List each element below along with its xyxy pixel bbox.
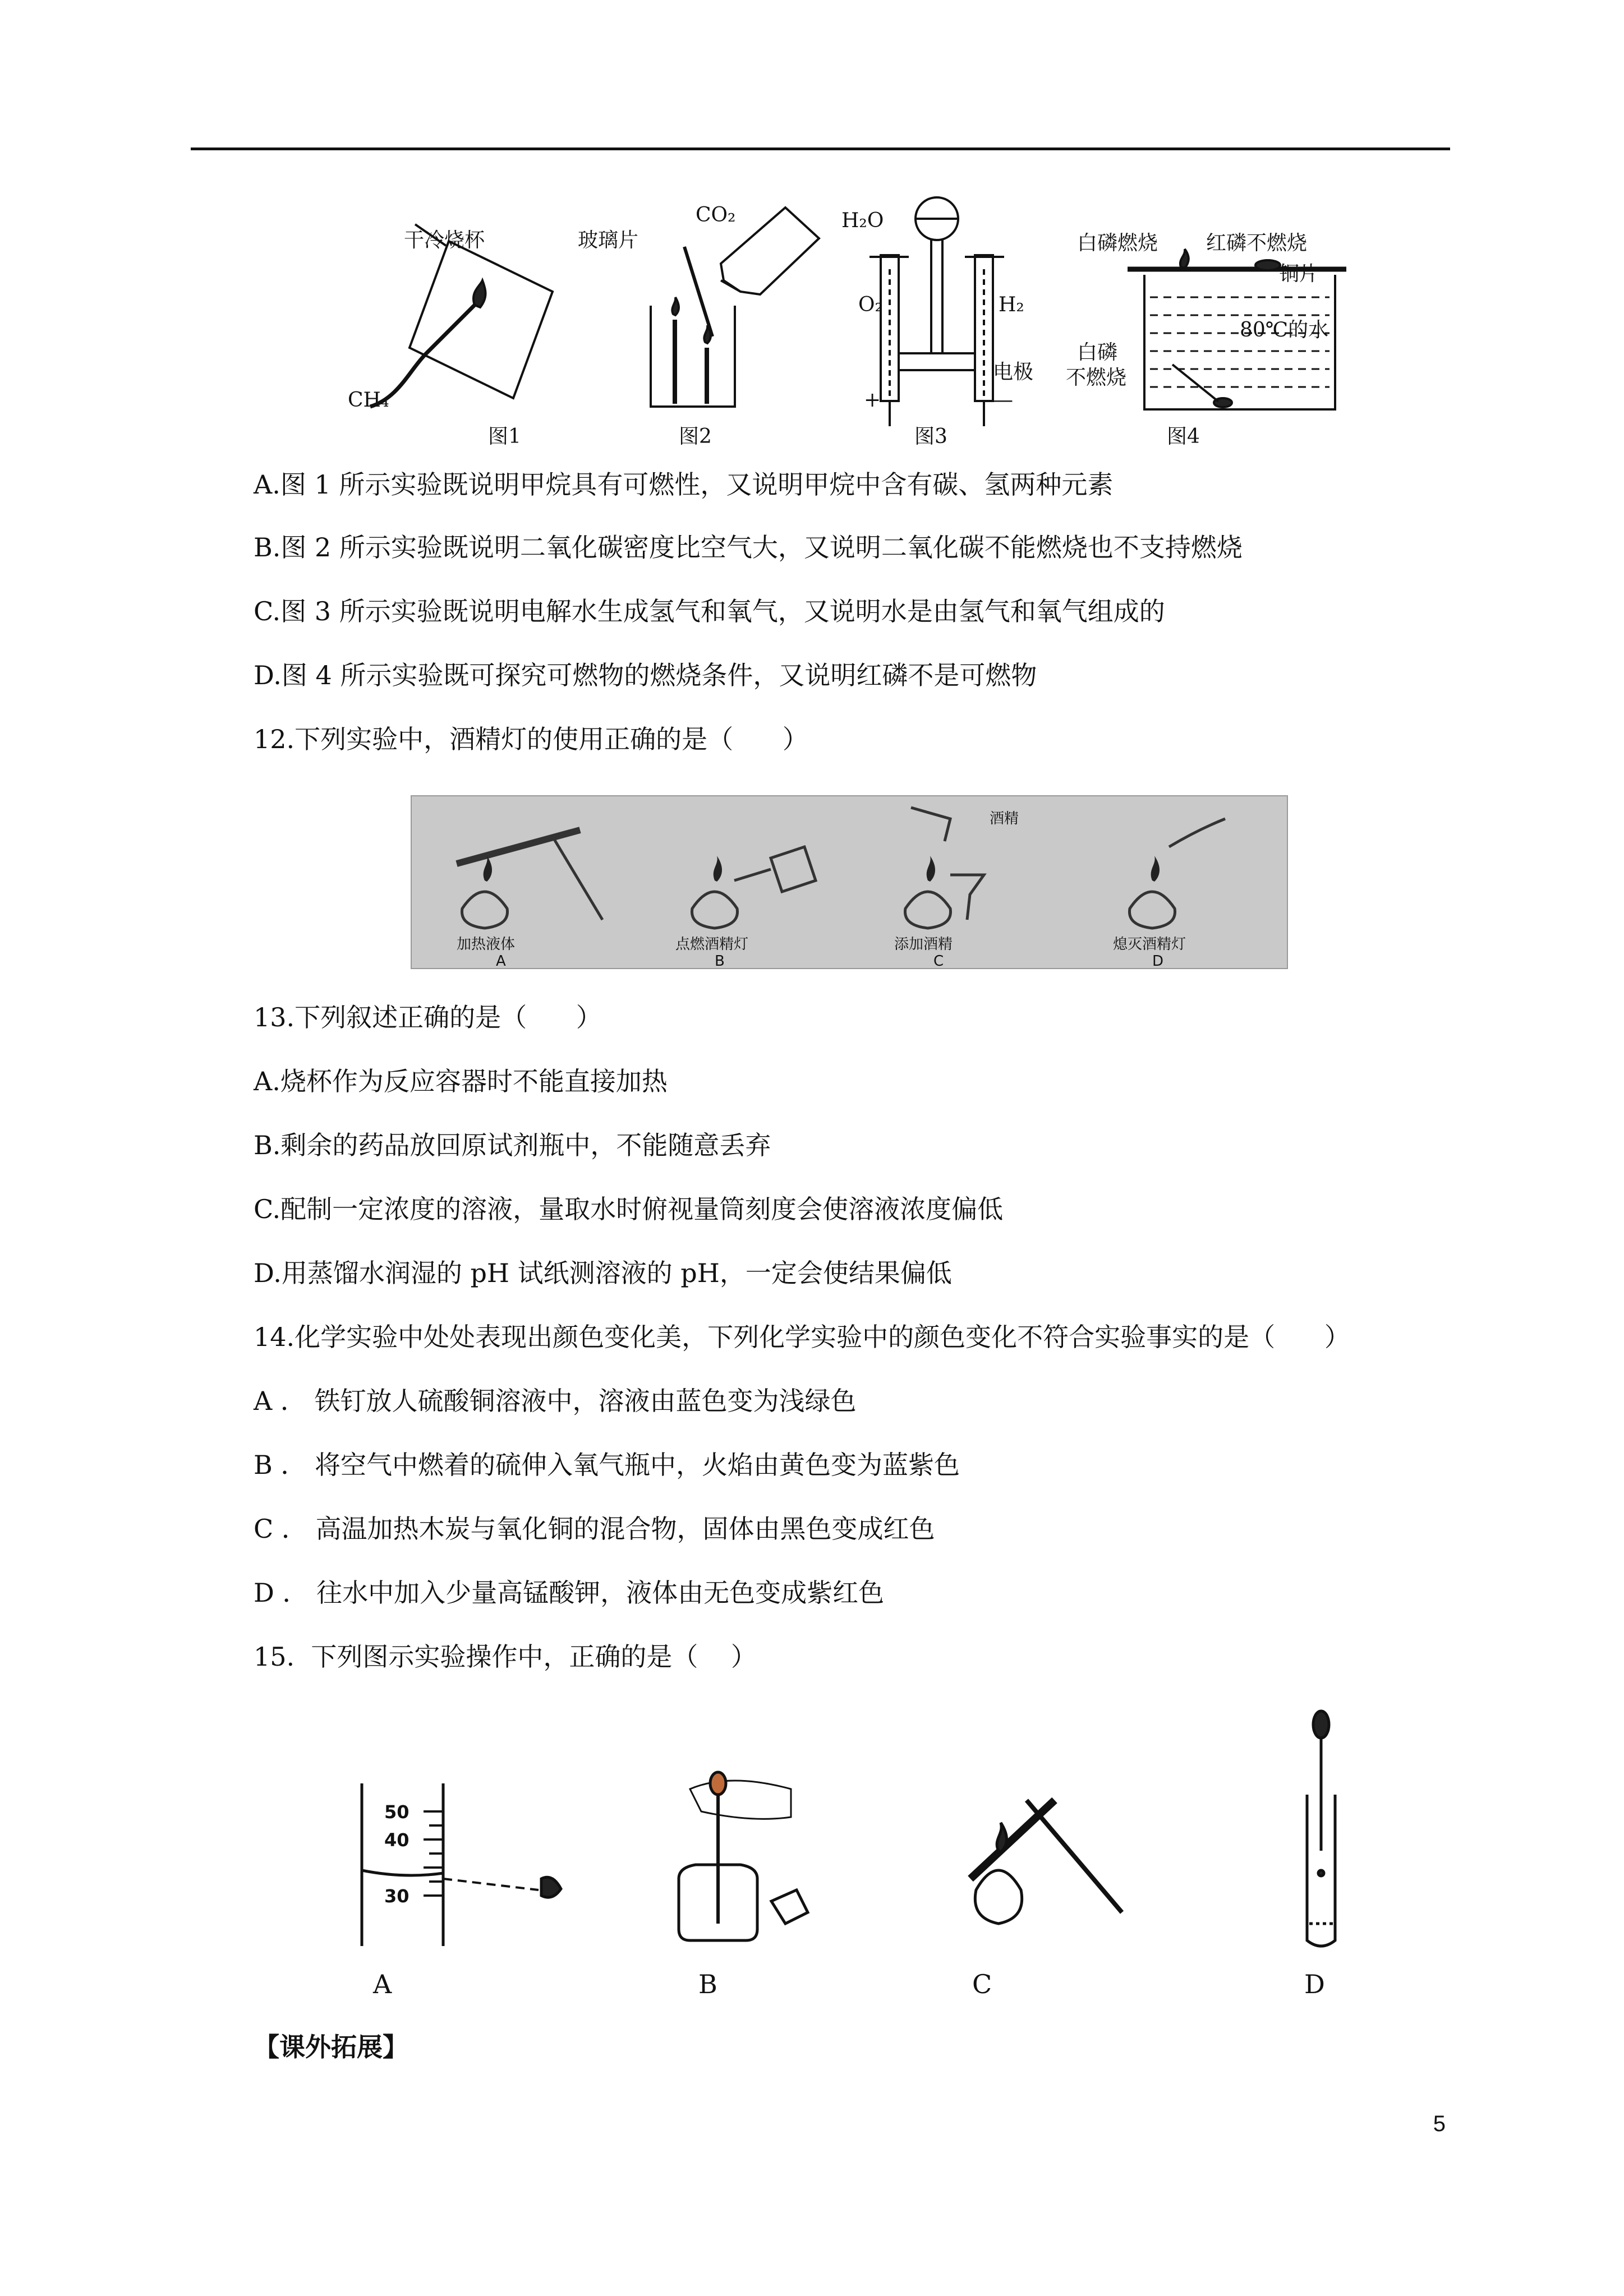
hot-water-beaker (1144, 275, 1335, 409)
q13-option-b: B.剩余的药品放回原试剂瓶中，不能随意丢弃 (254, 1130, 771, 1160)
label-alcohol-tag: 酒精 (990, 810, 1019, 827)
q14-option-c: C ． 高温加热木炭与氧化铜的混合物，固体由黑色变成红色 (254, 1514, 935, 1544)
q14-option-b: B ． 将空气中燃着的硫伸入氧气瓶中，火焰由黄色变为蓝紫色 (254, 1450, 960, 1480)
q14-stem: 14.化学实验中处处表现出颜色变化美，下列化学实验中的颜色变化不符合实验事实的是（ ） (254, 1322, 1350, 1352)
q14-option-a: A ． 铁钉放人硫酸铜溶液中，溶液由蓝色变为浅绿色 (254, 1386, 857, 1416)
label-dry-cold-beaker: 干冷烧杯 (404, 229, 485, 252)
label-co2: CO₂ (696, 204, 736, 227)
caption-fig4: 图4 (1167, 425, 1200, 448)
photo-letter-b: B (715, 953, 725, 970)
q13-option-a: A.烧杯作为反应容器时不能直接加热 (254, 1066, 668, 1096)
caption-fig2: 图2 (679, 425, 712, 448)
caption-fig1: 图1 (488, 425, 521, 448)
q11-option-d: D.图 4 所示实验既可探究可燃物的燃烧条件，又说明红磷不是可燃物 (254, 660, 1037, 690)
q13-stem: 13.下列叙述正确的是（ ） (254, 1002, 602, 1032)
eye-icon (541, 1877, 561, 1897)
cylinder-tick-40: 40 (384, 1829, 410, 1851)
q15-caption-a: A (373, 1969, 392, 1999)
q12-stem: 12.下列实验中，酒精灯的使用正确的是（ ） (254, 724, 808, 754)
q14-option-d: D ． 往水中加入少量高锰酸钾，液体由无色变成紫红色 (254, 1578, 885, 1608)
photo-letter-d: D (1152, 953, 1164, 970)
q15-caption-d: D (1304, 1969, 1325, 1999)
label-red-p-no-burn: 红磷不燃烧 (1206, 232, 1308, 255)
photo-label-b: 点燃酒精灯 (675, 936, 749, 953)
label-h2: H₂ (999, 293, 1024, 316)
q13-option-d: D.用蒸馏水润湿的 pH 试纸测溶液的 pH，一定会使结果偏低 (254, 1258, 952, 1288)
o2-tube (881, 255, 899, 401)
label-no-burn: 不燃烧 (1066, 366, 1127, 389)
label-glass-sheet: 玻璃片 (578, 229, 639, 252)
label-ch4: CH₄ (348, 389, 389, 412)
q11-option-c: C.图 3 所示实验既说明电解水生成氢气和氧气，又说明水是由氢气和氧气组成的 (254, 596, 1165, 626)
label-plus: + (864, 389, 881, 412)
photo-label-d: 熄灭酒精灯 (1113, 936, 1186, 953)
header-rule (191, 147, 1450, 150)
experiment-figures-1-4 (348, 185, 1358, 454)
flame-icon (473, 280, 486, 307)
section-heading: 【课外拓展】 (254, 2032, 408, 2062)
caption-fig3: 图3 (914, 425, 947, 448)
page-number: 5 (1433, 2111, 1446, 2136)
hand-icon (690, 1781, 791, 1819)
photo-label-c: 添加酒精 (894, 936, 953, 953)
label-white-p: 白磷 (1077, 341, 1118, 364)
h2-tube (975, 255, 993, 401)
label-h2o: H₂O (841, 209, 884, 232)
q15-stem: 15. 下列图示实验操作中，正确的是（ ） (254, 1642, 757, 1672)
alcohol-lamp-photo (411, 795, 1288, 969)
label-electrode: 电极 (993, 361, 1034, 384)
q15-caption-c: C (972, 1969, 992, 1999)
photo-letter-a: A (496, 953, 506, 970)
q11-option-a: A.图 1 所示实验既说明甲烷具有可燃性，又说明甲烷中含有碳、氢两种元素 (254, 469, 1114, 500)
label-white-p-burn: 白磷燃烧 (1077, 232, 1158, 255)
photo-label-a: 加热液体 (457, 936, 516, 953)
dry-cold-beaker (410, 241, 553, 398)
label-water-80: 80℃的水 (1240, 319, 1329, 342)
photo-letter-c: C (933, 953, 944, 970)
glass-rod (684, 247, 712, 336)
label-minus: — (993, 389, 1013, 412)
cylinder-tick-50: 50 (384, 1801, 410, 1823)
q15-caption-b: B (698, 1969, 717, 1999)
label-copper-sheet: 铜片 (1279, 262, 1320, 285)
q11-option-b: B.图 2 所示实验既说明二氧化碳密度比空气大，又说明二氧化碳不能燃烧也不支持燃烧 (254, 532, 1243, 563)
cylinder-tick-30: 30 (384, 1885, 410, 1907)
q15-operation-figures (337, 1711, 1346, 1946)
label-o2: O₂ (858, 293, 883, 316)
q13-option-c: C.配制一定浓度的溶液，量取水时俯视量筒刻度会使溶液浓度偏低 (254, 1194, 1004, 1224)
